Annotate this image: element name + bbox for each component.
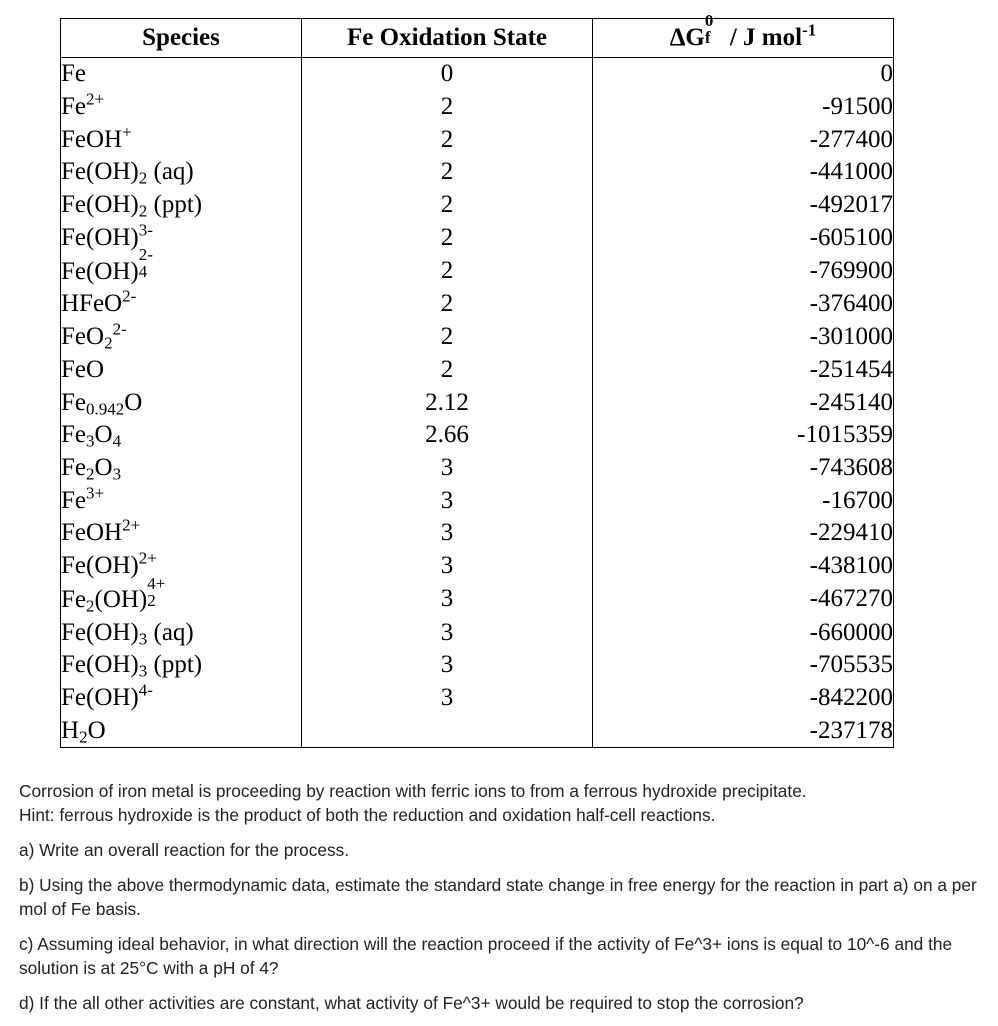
oxidation-state-cell: 3 (302, 484, 593, 517)
table-row (61, 550, 894, 583)
gibbs-energy-cell: -438100 (593, 550, 894, 583)
header-species: Species (61, 19, 302, 58)
species-cell: $H_2O$ (61, 714, 302, 747)
oxidation-state-cell: 2 (302, 189, 593, 222)
table-row (61, 123, 894, 156)
species-cell: $Fe_2O_3$ (61, 452, 302, 485)
table-row (61, 321, 894, 354)
species-cell: Fe(OH)$^{3-}$ (61, 221, 302, 254)
thermodynamic-data-table (60, 11, 894, 748)
gibbs-energy-cell: -769900 (593, 254, 894, 288)
oxidation-state-cell: 3 (302, 452, 593, 485)
table-row (61, 682, 894, 715)
question-intro-line-2: Hint: ferrous hydroxide is the product of both the reduction and oxidation half-cell reactions. (19, 805, 716, 825)
table-row (61, 649, 894, 682)
thermo-table-container (60, 11, 894, 748)
oxidation-state-cell: 3 (302, 616, 593, 649)
table-row (61, 288, 894, 321)
oxidation-state-cell: 3 (302, 582, 593, 616)
gibbs-energy-cell: -705535 (593, 649, 894, 682)
gibbs-prefix: ΔG (669, 24, 705, 51)
table-row (61, 58, 894, 91)
table-row (61, 616, 894, 649)
table-row (61, 91, 894, 124)
table-row (61, 221, 894, 254)
oxidation-state-cell: 2 (302, 321, 593, 354)
oxidation-state-cell: 2 (302, 221, 593, 254)
gibbs-energy-cell: -605100 (593, 221, 894, 254)
header-gibbs-energy (593, 11, 894, 58)
species-cell: FeOH+ (61, 123, 302, 156)
gibbs-energy-cell: -842200 (593, 682, 894, 715)
table-row (61, 452, 894, 485)
gibbs-energy-cell: -237178 (593, 714, 894, 747)
oxidation-state-cell: 2 (302, 254, 593, 288)
table-row (61, 582, 894, 616)
species-cell: $Fe^{3+}$ (61, 484, 302, 517)
gibbs-energy-cell: -743608 (593, 452, 894, 485)
oxidation-state-cell: 3 (302, 517, 593, 550)
table-row (61, 517, 894, 550)
header-oxidation-state: Fe Oxidation State (302, 19, 593, 58)
table-row (61, 714, 894, 747)
table-row (61, 354, 894, 387)
oxidation-state-cell: 3 (302, 682, 593, 715)
table-row (61, 419, 894, 452)
table-row (61, 386, 894, 419)
gibbs-energy-cell: -441000 (593, 156, 894, 189)
gibbs-energy-cell: -376400 (593, 288, 894, 321)
species-cell: FeO (61, 354, 302, 387)
table-row (61, 156, 894, 189)
species-cell: $Fe_2(OH)$ 4+ 2 (61, 582, 302, 616)
species-cell: HFeO$^{2-}$ (61, 288, 302, 321)
gibbs-energy-cell: -1015359 (593, 419, 894, 452)
oxidation-state-cell: 2 (302, 91, 593, 124)
oxidation-state-cell: 2 (302, 288, 593, 321)
species-cell: Fe(OH) 2- 4 (61, 254, 302, 288)
gibbs-energy-cell: -492017 (593, 189, 894, 222)
oxidation-state-cell: 2 (302, 354, 593, 387)
gibbs-energy-cell: -467270 (593, 582, 894, 616)
table-row (61, 484, 894, 517)
gibbs-energy-cell: -245140 (593, 386, 894, 419)
gibbs-energy-cell: -91500 (593, 91, 894, 124)
gibbs-energy-cell: -277400 (593, 123, 894, 156)
gibbs-sub: f (704, 28, 711, 48)
oxidation-state-cell: 3 (302, 550, 593, 583)
question-intro (19, 779, 979, 827)
species-cell: $Fe(OH)_3$ (aq) (61, 616, 302, 649)
species-cell: FeOH$^{2+}$ (61, 517, 302, 550)
gibbs-unit: / J mol (723, 24, 803, 51)
species-cell: Fe (61, 58, 302, 91)
gibbs-energy-cell: -229410 (593, 517, 894, 550)
oxidation-state-cell (302, 714, 593, 747)
oxidation-state-cell: 3 (302, 649, 593, 682)
gibbs-sub-sup (704, 11, 724, 51)
gibbs-energy-cell: -16700 (593, 484, 894, 517)
question-part-b: b) Using the above thermodynamic data, estimate the standard state change in free energy for the reaction in part a) on a per mol of Fe basis. (19, 875, 977, 919)
species-cell: $Fe(OH)_3$ (ppt) (61, 649, 302, 682)
table-body (61, 58, 894, 748)
gibbs-energy-cell: -660000 (593, 616, 894, 649)
species-cell: Fe(OH)$^{4-}$ (61, 682, 302, 715)
oxidation-state-cell: 2 (302, 156, 593, 189)
species-cell: Fe(OH)$^{2+}$ (61, 550, 302, 583)
species-cell: $Fe(OH)_2$ (ppt) (61, 189, 302, 222)
question-block (19, 779, 979, 1026)
species-cell: $Fe_3O_4$ (61, 419, 302, 452)
oxidation-state-cell: 2.66 (302, 419, 593, 452)
gibbs-unit-exponent: -1 (802, 20, 817, 40)
oxidation-state-cell: 2.12 (302, 386, 593, 419)
gibbs-energy-cell: -251454 (593, 354, 894, 387)
gibbs-sup: 0 (704, 11, 714, 31)
oxidation-state-cell: 0 (302, 58, 593, 91)
species-cell: $Fe^{2+}$ (61, 91, 302, 124)
question-part-a: a) Write an overall reaction for the process. (19, 840, 350, 860)
species-cell: FeO$_2^{2-}$ (61, 321, 302, 354)
table-header-row (61, 19, 894, 58)
question-part-d: d) If the all other activities are constant, what activity of Fe^3+ would be required to stop the corrosion? (19, 993, 804, 1013)
oxidation-state-cell: 2 (302, 123, 593, 156)
species-cell: $Fe(OH)_2$ (aq) (61, 156, 302, 189)
gibbs-energy-cell: 0 (593, 58, 894, 91)
gibbs-energy-cell: -301000 (593, 321, 894, 354)
table-row (61, 254, 894, 288)
question-intro-line-1: Corrosion of iron metal is proceeding by reaction with ferric ions to from a ferrous hydroxide precipitate. (19, 781, 807, 801)
table-row (61, 189, 894, 222)
question-part-c: c) Assuming ideal behavior, in what direction will the reaction proceed if the activity of Fe^3+ ions is equal to 10^-6 and the solution is at 25°C with a pH of 4? (19, 934, 953, 978)
species-cell: $Fe_{0.942}O$ (61, 386, 302, 419)
